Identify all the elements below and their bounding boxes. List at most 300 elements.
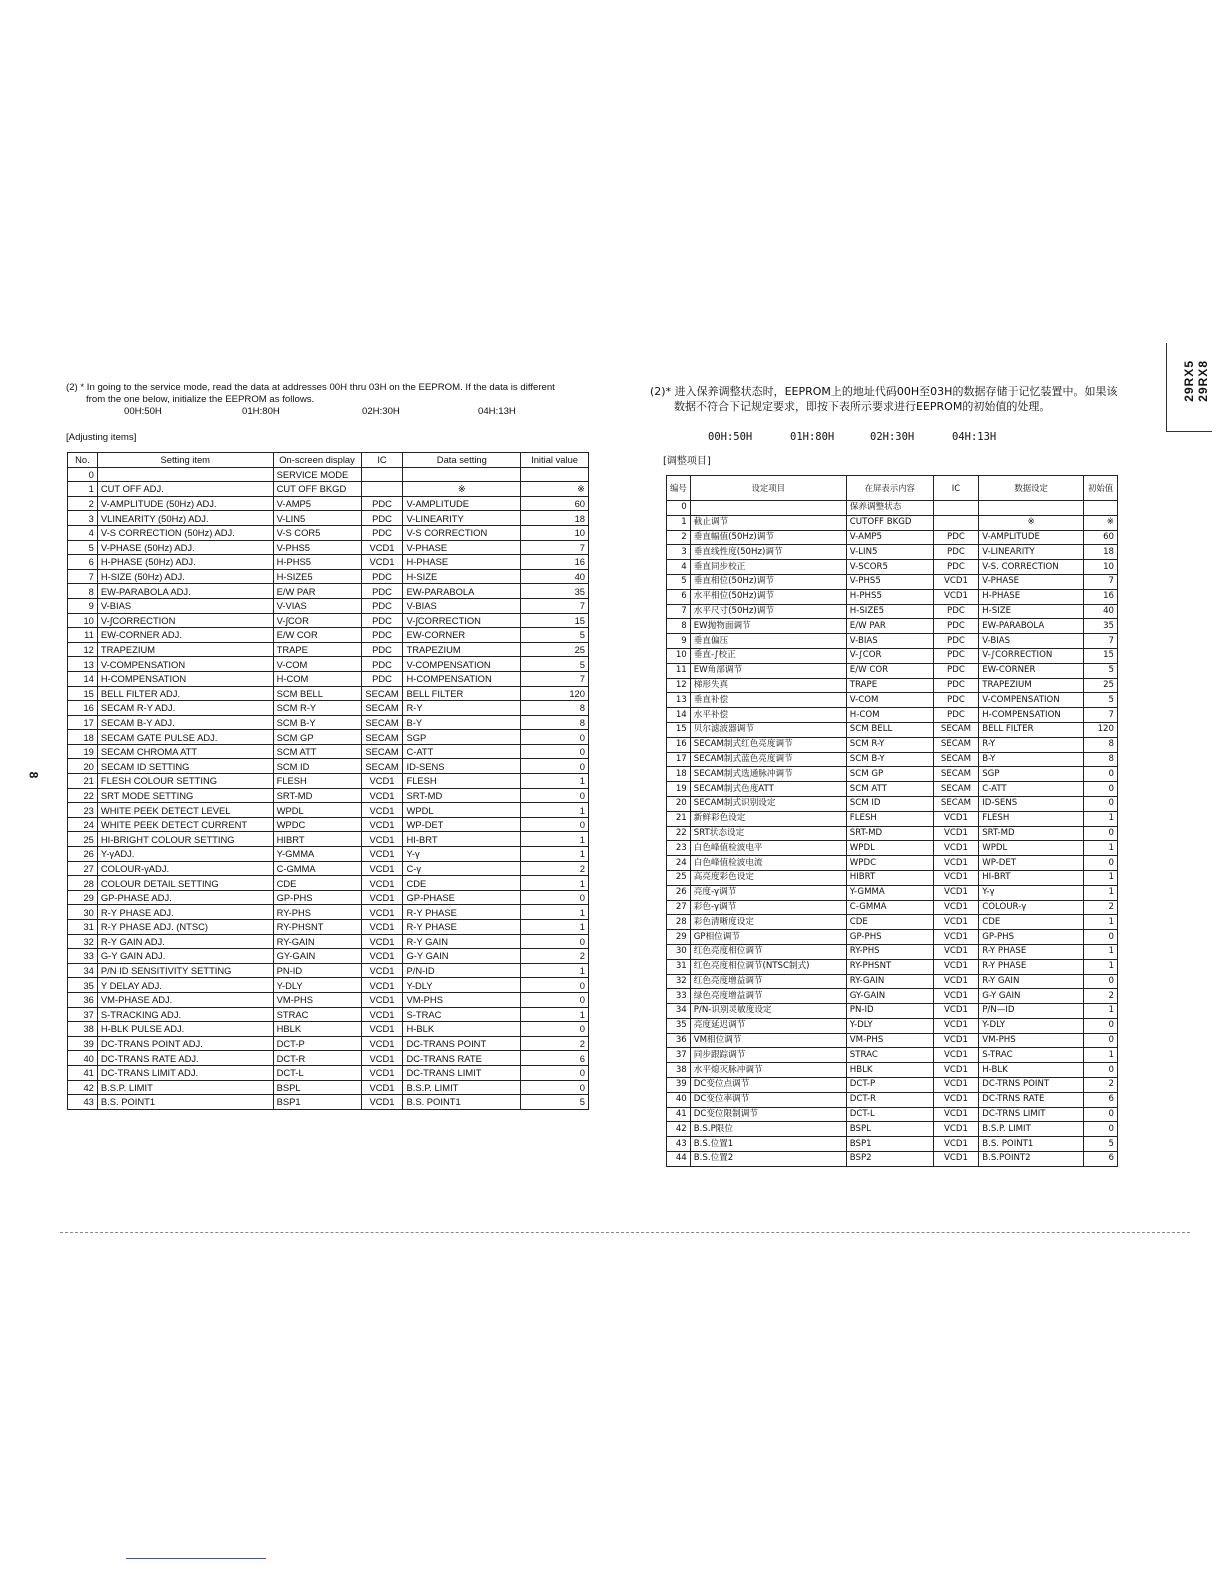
cell-ic: PDC: [933, 693, 979, 708]
cell-initial-value: 0: [521, 1080, 589, 1095]
cell-no: 9: [68, 598, 98, 613]
cell-initial-value: 0: [1084, 856, 1118, 871]
cell-no: 28: [68, 876, 98, 891]
cell-data-setting: B.S. POINT1: [403, 1095, 521, 1110]
cell-setting-item: WHITE PEEK DETECT LEVEL: [97, 803, 273, 818]
cell-no: 10: [667, 648, 691, 663]
table-row: [68, 1051, 589, 1066]
cell-data-setting: SGP: [403, 730, 521, 745]
cell-ic: VCD1: [933, 589, 979, 604]
cell-onscreen-display: V-S COR5: [273, 525, 361, 540]
cell-initial-value: 0: [521, 1065, 589, 1080]
cell-no: 31: [68, 920, 98, 935]
cell-initial-value: 35: [1084, 619, 1118, 634]
cell-data-setting: P/N-ID: [403, 963, 521, 978]
cell-onscreen-display: V-∫COR: [273, 613, 361, 628]
cell-initial-value: 0: [1084, 767, 1118, 782]
cell-onscreen-display: PN-ID: [846, 1004, 933, 1019]
bottom-dashed-rule: [60, 1232, 1190, 1233]
cell-no: 0: [667, 501, 691, 516]
cell-ic: VCD1: [933, 944, 979, 959]
table-row: [68, 540, 589, 555]
table-row: [667, 1004, 1118, 1019]
model-label-1: 29RX5: [1182, 360, 1196, 402]
table-body-zh: [667, 501, 1118, 1167]
cell-setting-item: 水平尺寸(50Hz)调节: [690, 604, 846, 619]
cell-onscreen-display: C-GMMA: [846, 900, 933, 915]
cell-setting-item: 垂直同步校正: [690, 560, 846, 575]
cell-onscreen-display: GY-GAIN: [273, 949, 361, 964]
table-row: [68, 555, 589, 570]
table-row: [68, 978, 589, 993]
cell-no: 23: [68, 803, 98, 818]
cell-no: 17: [68, 715, 98, 730]
table-row: [667, 885, 1118, 900]
cell-data-setting: H-SIZE: [403, 569, 521, 584]
cell-initial-value: 0: [1084, 1018, 1118, 1033]
cell-initial-value: 0: [1084, 974, 1118, 989]
cell-initial-value: 2: [521, 1036, 589, 1051]
col-header-no: No.: [68, 453, 98, 468]
cell-onscreen-display: SCM ID: [273, 759, 361, 774]
cell-onscreen-display: CUT OFF BKGD: [273, 482, 361, 497]
cell-onscreen-display: V-COM: [273, 657, 361, 672]
cell-initial-value: 2: [1084, 900, 1118, 915]
cell-setting-item: SECAM制式选通脉冲调节: [690, 767, 846, 782]
table-row: [68, 686, 589, 701]
cell-initial-value: 1: [521, 803, 589, 818]
cell-ic: VCD1: [933, 1004, 979, 1019]
cell-initial-value: 7: [1084, 634, 1118, 649]
cell-ic: VCD1: [933, 1048, 979, 1063]
page-number: 8: [26, 771, 41, 779]
cell-onscreen-display: C-GMMA: [273, 861, 361, 876]
cell-onscreen-display: Y-DLY: [273, 978, 361, 993]
table-row: [667, 737, 1118, 752]
cell-onscreen-display: WPDL: [273, 803, 361, 818]
cell-initial-value: 0: [1084, 930, 1118, 945]
cell-setting-item: H-COMPENSATION: [97, 671, 273, 686]
col-header-data-setting: 数据设定: [979, 476, 1084, 501]
cell-no: 35: [68, 978, 98, 993]
cell-setting-item: Y-γADJ.: [97, 847, 273, 862]
cell-no: 23: [667, 841, 691, 856]
cell-setting-item: SRT MODE SETTING: [97, 788, 273, 803]
cell-onscreen-display: DCT-P: [273, 1036, 361, 1051]
cell-initial-value: 6: [521, 1051, 589, 1066]
cell-initial-value: 0: [521, 978, 589, 993]
cell-no: 33: [68, 949, 98, 964]
cell-no: 3: [68, 511, 98, 526]
cell-onscreen-display: HIBRT: [846, 870, 933, 885]
cell-initial-value: 1: [1084, 915, 1118, 930]
cell-initial-value: 18: [521, 511, 589, 526]
cell-initial-value: 0: [1084, 796, 1118, 811]
table-row: [68, 905, 589, 920]
cell-onscreen-display: TRAPE: [846, 678, 933, 693]
cell-data-setting: B-Y: [403, 715, 521, 730]
table-row: [667, 545, 1118, 560]
cell-data-setting: SGP: [979, 767, 1084, 782]
cell-data-setting: VM-PHS: [403, 992, 521, 1007]
table-row: [667, 1078, 1118, 1093]
cell-setting-item: HI-BRIGHT COLOUR SETTING: [97, 832, 273, 847]
cell-ic: SECAM: [361, 744, 403, 759]
cell-initial-value: 35: [521, 584, 589, 599]
cell-no: 44: [667, 1152, 691, 1167]
cell-onscreen-display: BSP2: [846, 1152, 933, 1167]
cell-no: 1: [667, 515, 691, 530]
table-row: [667, 1092, 1118, 1107]
cell-setting-item: V-BIAS: [97, 598, 273, 613]
cell-setting-item: B.S.P. LIMIT: [97, 1080, 273, 1095]
cell-ic: VCD1: [361, 803, 403, 818]
cell-initial-value: 0: [521, 730, 589, 745]
cell-no: 26: [667, 885, 691, 900]
table-row: [68, 832, 589, 847]
cell-initial-value: 6: [1084, 1152, 1118, 1167]
cell-setting-item: 红色亮度增益调节: [690, 974, 846, 989]
cell-ic: VCD1: [361, 1095, 403, 1110]
cell-onscreen-display: Y-GMMA: [846, 885, 933, 900]
cell-ic: VCD1: [933, 1018, 979, 1033]
table-row: [667, 530, 1118, 545]
cell-initial-value: 0: [1084, 1122, 1118, 1137]
cell-setting-item: 垂直-∫校正: [690, 648, 846, 663]
cell-ic: VCD1: [933, 900, 979, 915]
table-row: [667, 619, 1118, 634]
cell-onscreen-display: STRAC: [846, 1048, 933, 1063]
table-row: [667, 796, 1118, 811]
cell-setting-item: FLESH COLOUR SETTING: [97, 774, 273, 789]
table-row: [68, 920, 589, 935]
cell-initial-value: 8: [1084, 752, 1118, 767]
cell-no: 7: [68, 569, 98, 584]
cell-setting-item: B.S.位置2: [690, 1152, 846, 1167]
cell-ic: VCD1: [361, 876, 403, 891]
cell-initial-value: 1: [1084, 1048, 1118, 1063]
cell-onscreen-display: V-LIN5: [273, 511, 361, 526]
cell-initial-value: 1: [1084, 1004, 1118, 1019]
table-row: [667, 767, 1118, 782]
cell-onscreen-display: GY-GAIN: [846, 989, 933, 1004]
cell-initial-value: 120: [521, 686, 589, 701]
table-row: [667, 589, 1118, 604]
table-row: [667, 1137, 1118, 1152]
cell-data-setting: B-Y: [979, 752, 1084, 767]
cell-onscreen-display: SCM ATT: [273, 744, 361, 759]
cell-initial-value: 5: [521, 1095, 589, 1110]
cell-ic: SECAM: [933, 796, 979, 811]
cell-ic: VCD1: [933, 989, 979, 1004]
cell-onscreen-display: 保养调整状态: [846, 501, 933, 516]
cell-initial-value: 0: [521, 759, 589, 774]
cell-ic: [361, 467, 403, 482]
cell-setting-item: SECAM B-Y ADJ.: [97, 715, 273, 730]
cell-initial-value: 1: [1084, 811, 1118, 826]
cell-onscreen-display: E/W COR: [846, 663, 933, 678]
cell-initial-value: 60: [1084, 530, 1118, 545]
cell-setting-item: COLOUR-γADJ.: [97, 861, 273, 876]
cell-onscreen-display: E/W PAR: [273, 584, 361, 599]
table-row: [68, 1022, 589, 1037]
cell-initial-value: 2: [1084, 989, 1118, 1004]
cell-no: 12: [68, 642, 98, 657]
cell-setting-item: 彩色清晰度设定: [690, 915, 846, 930]
cell-ic: PDC: [933, 545, 979, 560]
cell-initial-value: 0: [1084, 782, 1118, 797]
margin-rule-vertical: [1166, 343, 1167, 431]
cell-no: 32: [667, 974, 691, 989]
cell-onscreen-display: WPDC: [273, 817, 361, 832]
cell-ic: PDC: [933, 678, 979, 693]
cell-initial-value: 16: [1084, 589, 1118, 604]
cell-no: 27: [68, 861, 98, 876]
cell-setting-item: 红色亮度相位调节(NTSC制式): [690, 959, 846, 974]
table-row: [667, 1033, 1118, 1048]
table-row: [667, 974, 1118, 989]
cell-onscreen-display: H-COM: [846, 708, 933, 723]
cell-initial-value: 120: [1084, 722, 1118, 737]
cell-no: 19: [68, 744, 98, 759]
cell-data-setting: B.S.P. LIMIT: [403, 1080, 521, 1095]
cell-data-setting: VM-PHS: [979, 1033, 1084, 1048]
cell-no: 13: [68, 657, 98, 672]
table-row: [667, 501, 1118, 516]
cell-initial-value: 2: [521, 861, 589, 876]
cell-onscreen-display: SCM GP: [273, 730, 361, 745]
cell-data-setting: DC-TRNS RATE: [979, 1092, 1084, 1107]
cell-onscreen-display: V-AMP5: [273, 496, 361, 511]
cell-ic: PDC: [361, 525, 403, 540]
table-row: [667, 1048, 1118, 1063]
cell-initial-value: 7: [1084, 708, 1118, 723]
cell-no: 14: [68, 671, 98, 686]
cell-ic: PDC: [933, 663, 979, 678]
cell-setting-item: 贝尔滤波器调节: [690, 722, 846, 737]
cell-onscreen-display: DCT-L: [846, 1107, 933, 1122]
cell-no: 43: [68, 1095, 98, 1110]
cell-setting-item: 垂直相位(50Hz)调节: [690, 574, 846, 589]
cell-ic: SECAM: [933, 767, 979, 782]
cell-setting-item: GP-PHASE ADJ.: [97, 890, 273, 905]
cell-data-setting: EW-PARABOLA: [403, 584, 521, 599]
cell-data-setting: R-Y PHASE: [403, 920, 521, 935]
table-row: [68, 642, 589, 657]
cell-setting-item: 同步跟踪调节: [690, 1048, 846, 1063]
cell-no: 41: [68, 1065, 98, 1080]
cell-no: 8: [68, 584, 98, 599]
cell-no: 30: [68, 905, 98, 920]
cell-onscreen-display: BSP1: [846, 1137, 933, 1152]
table-header-row: [68, 453, 589, 468]
cell-data-setting: H-PHASE: [403, 555, 521, 570]
cell-setting-item: CUT OFF ADJ.: [97, 482, 273, 497]
cell-onscreen-display: V-COM: [846, 693, 933, 708]
cell-ic: SECAM: [933, 782, 979, 797]
cell-ic: PDC: [361, 613, 403, 628]
cell-onscreen-display: SCM GP: [846, 767, 933, 782]
cell-data-setting: G-Y GAIN: [979, 989, 1084, 1004]
cell-ic: VCD1: [933, 1063, 979, 1078]
cell-ic: VCD1: [933, 574, 979, 589]
cell-data-setting: CDE: [979, 915, 1084, 930]
cell-setting-item: H-PHASE (50Hz) ADJ.: [97, 555, 273, 570]
cell-no: 29: [68, 890, 98, 905]
table-row: [68, 803, 589, 818]
cell-ic: VCD1: [933, 959, 979, 974]
table-row: [68, 1007, 589, 1022]
cell-ic: VCD1: [361, 774, 403, 789]
cell-data-setting: R-Y: [403, 701, 521, 716]
cell-no: 12: [667, 678, 691, 693]
cell-setting-item: EW抛物面调节: [690, 619, 846, 634]
cell-data-setting: DC-TRNS POINT: [979, 1078, 1084, 1093]
cell-no: 21: [667, 811, 691, 826]
cell-data-setting: S-TRAC: [403, 1007, 521, 1022]
cell-onscreen-display: DCT-L: [273, 1065, 361, 1080]
cell-initial-value: ※: [1084, 515, 1118, 530]
cell-initial-value: 25: [1084, 678, 1118, 693]
cell-setting-item: H-SIZE (50Hz) ADJ.: [97, 569, 273, 584]
cell-no: 40: [667, 1092, 691, 1107]
cell-no: 36: [68, 992, 98, 1007]
cell-initial-value: 25: [521, 642, 589, 657]
cell-onscreen-display: SCM BELL: [273, 686, 361, 701]
cell-data-setting: R-Y: [979, 737, 1084, 752]
cell-initial-value: 1: [521, 963, 589, 978]
cell-setting-item: 白色峰值检波电流: [690, 856, 846, 871]
cell-no: 3: [667, 545, 691, 560]
cell-setting-item: P/N-识别灵敏度设定: [690, 1004, 846, 1019]
cell-data-setting: [403, 467, 521, 482]
cell-ic: VCD1: [933, 1092, 979, 1107]
table-row: [68, 511, 589, 526]
cell-data-setting: ※: [403, 482, 521, 497]
cell-onscreen-display: DCT-P: [846, 1078, 933, 1093]
col-header-data-setting: Data setting: [403, 453, 521, 468]
cell-setting-item: R-Y PHASE ADJ.: [97, 905, 273, 920]
cell-data-setting: WP-DET: [979, 856, 1084, 871]
cell-setting-item: V-S CORRECTION (50Hz) ADJ.: [97, 525, 273, 540]
cell-data-setting: H-SIZE: [979, 604, 1084, 619]
cell-ic: SECAM: [933, 752, 979, 767]
cell-no: 32: [68, 934, 98, 949]
cell-no: 28: [667, 915, 691, 930]
cell-no: 37: [68, 1007, 98, 1022]
col-header-initial-value: 初始值: [1084, 476, 1118, 501]
cell-data-setting: EW-PARABOLA: [979, 619, 1084, 634]
cell-data-setting: ※: [979, 515, 1084, 530]
cell-no: 15: [667, 722, 691, 737]
cell-ic: PDC: [361, 642, 403, 657]
cell-data-setting: TRAPEZIUM: [403, 642, 521, 657]
cell-ic: SECAM: [361, 686, 403, 701]
cell-no: 1: [68, 482, 98, 497]
cell-setting-item: V-∫CORRECTION: [97, 613, 273, 628]
cell-ic: VCD1: [361, 832, 403, 847]
cell-ic: PDC: [361, 628, 403, 643]
cell-no: 15: [68, 686, 98, 701]
cell-initial-value: 1: [1084, 841, 1118, 856]
cell-initial-value: 15: [1084, 648, 1118, 663]
cell-setting-item: P/N ID SENSITIVITY SETTING: [97, 963, 273, 978]
cell-onscreen-display: RY-PHSNT: [273, 920, 361, 935]
table-row: [667, 1018, 1118, 1033]
cell-no: 29: [667, 930, 691, 945]
cell-no: 42: [68, 1080, 98, 1095]
cell-data-setting: DC-TRANS POINT: [403, 1036, 521, 1051]
section-title-en: [Adjusting items]: [66, 432, 137, 443]
eeprom-address: 02H:30H: [362, 406, 400, 417]
cell-onscreen-display: V-∫COR: [846, 648, 933, 663]
cell-ic: PDC: [361, 569, 403, 584]
cell-ic: VCD1: [933, 841, 979, 856]
cell-setting-item: WHITE PEEK DETECT CURRENT: [97, 817, 273, 832]
cell-setting-item: S-TRACKING ADJ.: [97, 1007, 273, 1022]
table-row: [667, 693, 1118, 708]
cell-initial-value: 10: [1084, 560, 1118, 575]
table-row: [68, 759, 589, 774]
cell-onscreen-display: BSP1: [273, 1095, 361, 1110]
cell-setting-item: DC-TRANS POINT ADJ.: [97, 1036, 273, 1051]
cell-setting-item: EW-CORNER ADJ.: [97, 628, 273, 643]
eeprom-address: 04H:13H: [952, 431, 997, 443]
cell-no: 38: [667, 1063, 691, 1078]
cell-onscreen-display: RY-PHS: [273, 905, 361, 920]
cell-no: 6: [667, 589, 691, 604]
eeprom-address: 01H:80H: [790, 431, 835, 443]
cell-onscreen-display: SRT-MD: [273, 788, 361, 803]
cell-onscreen-display: CDE: [273, 876, 361, 891]
cell-onscreen-display: VM-PHS: [846, 1033, 933, 1048]
cell-setting-item: R-Y PHASE ADJ. (NTSC): [97, 920, 273, 935]
cell-data-setting: Y-DLY: [403, 978, 521, 993]
table-row: [667, 708, 1118, 723]
cell-setting-item: SECAM ID SETTING: [97, 759, 273, 774]
cell-ic: VCD1: [361, 920, 403, 935]
cell-initial-value: 10: [521, 525, 589, 540]
cell-initial-value: 1: [521, 832, 589, 847]
cell-data-setting: H-BLK: [979, 1063, 1084, 1078]
table-row: [68, 963, 589, 978]
cell-setting-item: 梯形失真: [690, 678, 846, 693]
table-row: [68, 788, 589, 803]
cell-no: 19: [667, 782, 691, 797]
table-row: [667, 944, 1118, 959]
cell-ic: VCD1: [361, 949, 403, 964]
cell-no: 41: [667, 1107, 691, 1122]
cell-setting-item: 水平熄灭脉冲调节: [690, 1063, 846, 1078]
cell-setting-item: H-BLK PULSE ADJ.: [97, 1022, 273, 1037]
cell-no: 9: [667, 634, 691, 649]
cell-data-setting: V-PHASE: [979, 574, 1084, 589]
cell-data-setting: TRAPEZIUM: [979, 678, 1084, 693]
cell-onscreen-display: RY-GAIN: [846, 974, 933, 989]
cell-ic: VCD1: [361, 890, 403, 905]
cell-ic: PDC: [933, 648, 979, 663]
cell-data-setting: EW-CORNER: [403, 628, 521, 643]
col-header-no: 编号: [667, 476, 691, 501]
cell-no: 34: [667, 1004, 691, 1019]
cell-setting-item: SECAM制式色度ATT: [690, 782, 846, 797]
cell-no: 20: [667, 796, 691, 811]
cell-initial-value: 40: [521, 569, 589, 584]
table-row: [68, 657, 589, 672]
cell-setting-item: DC-TRANS LIMIT ADJ.: [97, 1065, 273, 1080]
section-title-zh: [调整项目]: [663, 456, 711, 467]
cell-data-setting: R-Y GAIN: [403, 934, 521, 949]
